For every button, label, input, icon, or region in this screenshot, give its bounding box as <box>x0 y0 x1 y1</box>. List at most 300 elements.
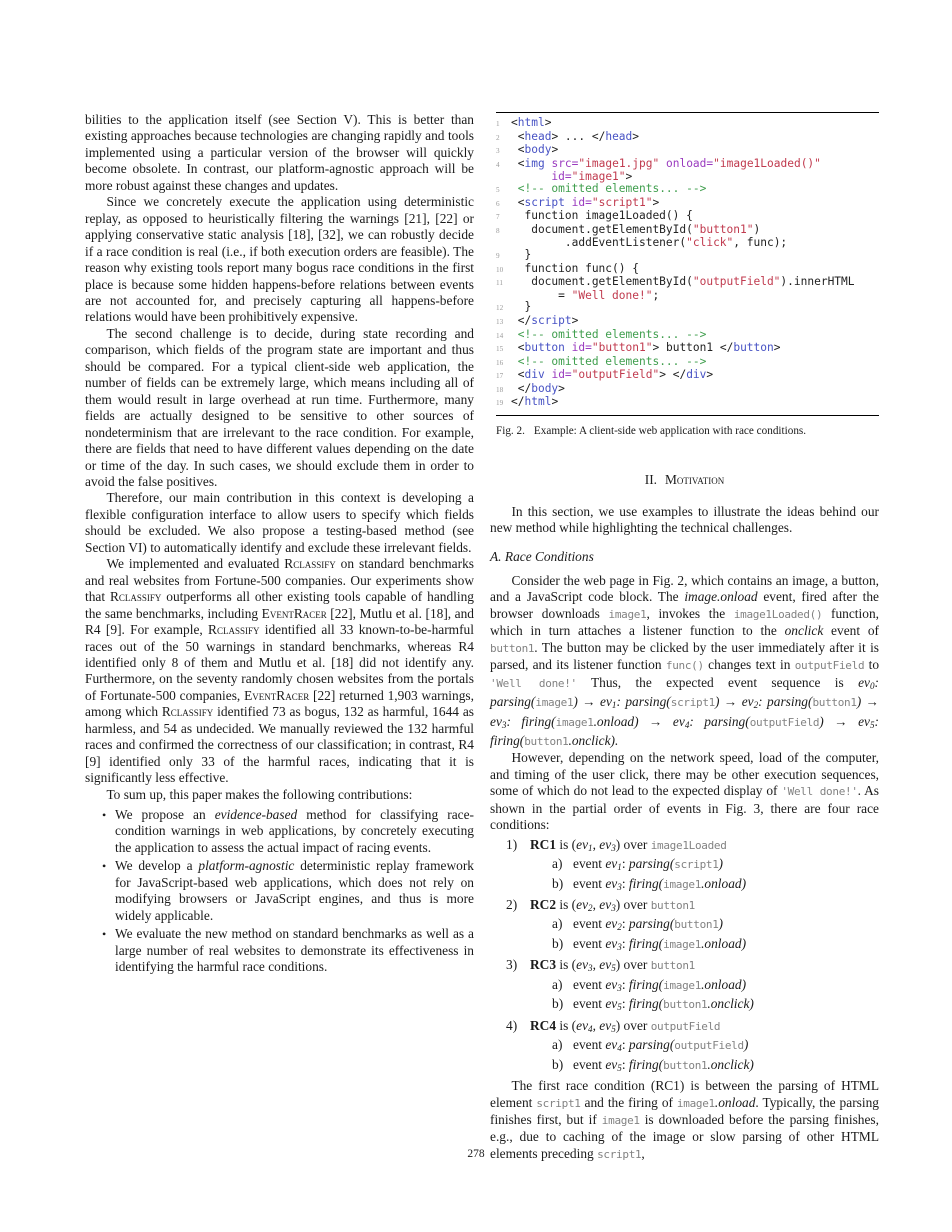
code-line <box>496 197 879 211</box>
text-segment: img <box>524 156 545 170</box>
text-segment: > <box>558 381 565 395</box>
code-text <box>511 342 781 356</box>
code-figure <box>490 112 879 438</box>
text-segment: ev <box>576 897 589 913</box>
text-segment: ev <box>576 1017 589 1033</box>
text-segment: is downloaded before the parsing finishes, e.g., due to caching of the image or slow parsing of other HTML elements preceding <box>490 1112 879 1161</box>
text-segment: document.getElementById( <box>511 275 693 289</box>
text-segment: ev <box>605 1056 618 1072</box>
sub-list-item <box>490 977 879 996</box>
text-segment: In this section, we use examples to illustrate the ideas behind our new method while highlighting the technical challenges. <box>490 503 879 535</box>
text-segment: ). <box>610 732 619 748</box>
text-segment: <!-- omitted elements... --> <box>517 354 707 368</box>
text-segment: "outputField" <box>692 275 781 289</box>
text-segment: "button1" <box>692 222 754 236</box>
code-text <box>511 131 639 145</box>
text-segment: func() <box>665 659 704 673</box>
line-number: 11 <box>496 279 503 288</box>
text-segment: src= <box>551 156 579 170</box>
sub-list-item-label: a) <box>552 856 563 872</box>
text-segment: 4 <box>617 1043 622 1054</box>
text-segment: ; <box>652 288 660 302</box>
text-segment: "image1.jpg" <box>578 156 660 170</box>
code-line <box>496 117 879 131</box>
text-segment: parsing( <box>628 856 675 872</box>
sub-list-item-text <box>573 996 754 1015</box>
text-segment: 3 <box>611 903 616 914</box>
paragraph <box>85 490 474 556</box>
text-segment: 3 <box>617 941 622 952</box>
text-segment: script <box>531 313 572 327</box>
text-segment: > </ <box>659 368 687 382</box>
text-segment: 2 <box>617 922 622 933</box>
text-segment: <!-- omitted elements... --> <box>517 327 707 341</box>
text-segment: > ... </ <box>551 129 606 143</box>
text-segment: ) <box>718 916 724 932</box>
text-segment: [22], Mutlu et al. [18], and R4 [9]. For example, <box>85 605 475 638</box>
text-segment: image1 <box>663 877 702 891</box>
text-segment: : <box>621 996 629 1012</box>
bullet-item <box>115 858 474 924</box>
text-segment: on standard benchmarks and real websites from Fortune-500 companies. Our experiments show that <box>85 556 474 605</box>
text-segment: : <box>621 976 629 992</box>
text-segment: script1 <box>670 696 716 710</box>
code-text <box>511 276 855 290</box>
text-segment: : parsing( <box>758 694 813 710</box>
text-segment: , invokes the <box>646 605 734 621</box>
text-segment <box>659 157 666 170</box>
line-number: 8 <box>496 226 500 235</box>
text-segment: button1 <box>650 899 695 913</box>
paragraph <box>85 787 474 803</box>
text-segment: ) <box>741 935 747 951</box>
text-segment: ev <box>599 897 612 913</box>
text-segment: image1Loaded() <box>733 607 823 621</box>
line-number: 18 <box>496 385 504 394</box>
text-segment: image1 <box>555 715 594 729</box>
text-segment: button <box>733 341 774 355</box>
code-text <box>511 290 659 302</box>
text-segment: ev <box>672 713 685 729</box>
text-segment: > <box>551 395 559 409</box>
text-segment: ) <box>743 1037 749 1053</box>
text-segment: : <box>621 1056 629 1072</box>
line-number: 10 <box>496 265 504 274</box>
text-segment: outputField <box>650 1019 721 1033</box>
page-number: 278 <box>467 1148 485 1160</box>
text-segment: "outputField" <box>571 368 660 382</box>
race-conditions-paragraphs <box>490 573 879 834</box>
text-segment: We evaluate the new method on standard benchmarks as well as a large number of real websites to demonstrate its effectiveness in identifying the harmful race conditions. <box>115 926 474 975</box>
text-segment: > <box>625 170 633 184</box>
line-number: 12 <box>496 304 504 313</box>
paragraph <box>490 750 879 833</box>
list-item-head <box>490 1018 879 1037</box>
code-line <box>496 183 879 197</box>
code-text <box>511 383 565 397</box>
list-item-label: 1) <box>506 836 518 852</box>
code-text <box>511 183 706 197</box>
motivation-intro-paragraph <box>490 504 879 537</box>
text-segment: image1 <box>663 937 702 951</box>
text-segment: < <box>511 156 525 170</box>
list-item <box>490 957 879 1015</box>
text-segment: "image1" <box>571 170 626 184</box>
text-segment: > <box>544 116 552 129</box>
line-number: 7 <box>496 213 500 222</box>
text-segment: ev <box>741 694 754 710</box>
text-segment: > <box>571 313 579 327</box>
text-segment: <!-- omitted elements... --> <box>517 181 707 195</box>
text-segment: = <box>511 288 572 302</box>
text-segment: "Well done!" <box>571 288 653 302</box>
text-segment: Rclassify <box>208 622 260 638</box>
text-segment: script1 <box>536 1096 581 1110</box>
sub-list-item-label: a) <box>552 916 563 932</box>
text-segment: > <box>632 129 640 143</box>
code-line <box>496 144 879 158</box>
text-segment <box>565 341 572 354</box>
text-segment: id= <box>551 170 572 184</box>
text-segment: firing( <box>628 1056 664 1072</box>
text-segment: button1 <box>663 998 708 1012</box>
text-segment: 5 <box>617 1062 622 1073</box>
text-segment: event <box>573 976 606 992</box>
section-number: II. <box>644 472 658 488</box>
text-segment: Consider the web page in Fig. 2, which contains an image, a button, and a JavaScript code block. The <box>490 572 879 605</box>
text-segment: html <box>517 116 545 129</box>
text-segment: .onload <box>593 713 635 729</box>
text-segment: → <box>723 694 742 710</box>
text-segment: ev <box>605 1037 618 1053</box>
text-segment: ) over <box>615 1017 651 1033</box>
text-segment: > <box>551 143 559 157</box>
text-segment: identified all 33 known-to-be-harmful races out of the 50 warnings in standard benchmarks, whereas R4 identified only 8 of them and Mutlu et al. [18] did not identify any. Furthermore, on the seventy randomly chosen websites from the portals of Fortunate-500 companies, <box>85 622 474 703</box>
line-number: 19 <box>496 399 504 408</box>
list-item-text <box>530 1018 720 1037</box>
code-line <box>496 369 879 383</box>
left-column-paragraphs <box>85 112 474 803</box>
list-item-head <box>490 957 879 976</box>
text-segment: ev <box>605 856 618 872</box>
line-number: 1 <box>496 120 500 128</box>
text-segment: , <box>641 1145 645 1161</box>
text-segment: script1 <box>674 858 719 872</box>
text-segment: ev <box>600 694 612 710</box>
code-line <box>496 301 879 315</box>
sub-list-item-label: a) <box>552 1037 563 1053</box>
sub-list-item-label: b) <box>552 875 564 891</box>
text-segment: outputField <box>794 659 865 673</box>
code-text <box>511 329 706 343</box>
text-segment: image1 <box>608 607 647 621</box>
list-item-head <box>490 837 879 856</box>
text-segment: RC3 <box>530 957 557 973</box>
paragraph <box>85 112 474 194</box>
text-segment <box>511 182 518 195</box>
text-segment: ) <box>573 694 583 710</box>
code-line <box>496 383 879 397</box>
text-segment: : <box>621 935 629 951</box>
text-segment: firing( <box>628 875 664 891</box>
code-line <box>496 356 879 370</box>
text-segment: image1 <box>676 1096 715 1110</box>
text-segment: "script1" <box>591 195 653 209</box>
text-segment: document.getElementById( <box>511 222 693 236</box>
text-segment: , <box>592 897 600 913</box>
text-segment: to <box>864 657 880 673</box>
code-line <box>496 290 879 302</box>
list-item <box>490 837 879 895</box>
text-segment: 0 <box>869 680 875 691</box>
text-segment: We propose an <box>115 807 215 823</box>
text-segment: image1 <box>535 696 574 710</box>
sub-list-item-label: b) <box>552 996 564 1012</box>
code-line <box>496 315 879 329</box>
text-segment: . As shown in the partial order of events in Fig. 3, there are four race conditions: <box>490 783 879 833</box>
text-segment: Rclassify <box>109 589 162 605</box>
figure-caption-label: Fig. 2. <box>496 425 525 438</box>
text-segment: image1Loaded <box>650 838 727 852</box>
list-item-text <box>530 837 727 856</box>
text-segment: 3 <box>617 881 622 892</box>
sub-list-item <box>490 996 879 1015</box>
sub-list-item-text <box>573 876 746 895</box>
text-segment: < <box>511 143 525 157</box>
code-text <box>511 210 693 224</box>
text-segment: id= <box>571 195 592 209</box>
text-segment: } <box>511 300 532 314</box>
section-title: Motivation <box>665 472 725 488</box>
text-segment: : <box>621 1037 629 1053</box>
sub-list-item-text <box>573 1037 748 1056</box>
text-segment: } <box>511 247 532 261</box>
text-segment: 4 <box>588 1023 593 1034</box>
text-segment: onclick <box>784 623 824 639</box>
code-line <box>496 224 879 238</box>
text-segment: 2 <box>753 700 759 711</box>
text-segment: Rclassify <box>284 556 336 572</box>
text-segment: 3 <box>588 963 593 974</box>
text-segment: .onclick <box>707 996 750 1012</box>
sub-list-item-text <box>573 977 746 996</box>
text-segment <box>511 355 518 368</box>
paragraph <box>490 504 879 537</box>
code-text <box>511 356 706 370</box>
text-segment: ev <box>576 836 589 852</box>
text-segment: ) <box>741 875 747 891</box>
text-segment: EventRacer <box>244 687 310 703</box>
text-segment: .onload <box>701 935 742 951</box>
text-segment: [22] returned 1,903 warnings, among which <box>85 687 474 720</box>
text-segment: ) <box>753 222 761 236</box>
text-segment: div <box>686 368 707 382</box>
text-segment: → <box>865 694 879 710</box>
code-text <box>511 197 659 211</box>
text-segment: outperforms all other existing tools capable of handling the same benchmarks, including <box>85 589 474 621</box>
text-segment: 5 <box>869 719 875 730</box>
text-segment: , <box>592 836 600 852</box>
text-segment: > <box>652 195 660 209</box>
text-segment: ev <box>605 935 618 951</box>
text-segment: We develop a <box>115 858 199 874</box>
text-segment: EventRacer <box>261 605 327 621</box>
text-segment: bilities to the application itself (see Section V). This is better than existing approaches because technologies are changing rapidly and tools implemented using a particular version of the browser will quickly become obsolete. In contrast, our platform-agnostic approach will be more robust against these changes and updates. <box>85 112 474 193</box>
text-segment: < <box>511 116 518 129</box>
list-item-head <box>490 897 879 916</box>
paragraph <box>490 573 879 751</box>
text-segment: 2 <box>588 903 593 914</box>
text-segment: button <box>524 341 565 355</box>
text-segment: is ( <box>556 957 577 973</box>
section-heading <box>490 472 879 488</box>
code-line <box>496 329 879 343</box>
text-segment: body <box>524 143 552 157</box>
text-segment: 4 <box>684 719 690 730</box>
line-number <box>496 171 511 183</box>
text-segment: > <box>773 341 781 355</box>
text-segment: , func); <box>733 236 788 250</box>
race-condition-list <box>490 837 879 1076</box>
text-segment: ) <box>856 694 866 710</box>
text-segment: div <box>524 368 545 382</box>
line-number <box>496 290 511 302</box>
sub-list-item <box>490 1037 879 1056</box>
line-number: 3 <box>496 147 500 156</box>
sub-list-item-text <box>573 936 746 955</box>
list-item-label: 3) <box>506 957 518 973</box>
text-segment: event <box>573 875 606 891</box>
text-segment: html <box>524 395 552 409</box>
code-text <box>511 158 821 172</box>
text-segment: script <box>524 195 565 209</box>
text-segment: ev <box>490 713 502 729</box>
text-segment: parsing( <box>628 916 675 932</box>
text-segment: ev <box>605 916 618 932</box>
two-column-layout <box>85 112 879 1163</box>
text-segment: ) over <box>615 836 651 852</box>
text-segment: < <box>511 368 525 382</box>
text-segment: The first race condition (RC1) is between the parsing of HTML element <box>490 1078 879 1110</box>
text-segment: head <box>524 129 552 143</box>
list-item-label: 4) <box>506 1017 518 1033</box>
text-segment: function image1Loaded() { <box>511 209 693 223</box>
code-text <box>511 249 531 263</box>
text-segment: : <box>621 916 629 932</box>
text-segment: ev <box>599 836 612 852</box>
text-segment: < <box>511 129 525 143</box>
line-number <box>496 237 511 249</box>
sub-list-item <box>490 936 879 955</box>
text-segment: function, which in turn attaches a listener function to the <box>490 605 879 639</box>
text-segment: : firing( <box>490 713 879 748</box>
sub-list-item-label: b) <box>552 1056 564 1072</box>
text-segment: RC2 <box>530 897 557 913</box>
code-text <box>511 237 787 249</box>
text-segment: event of <box>823 623 879 639</box>
text-segment: outputField <box>674 1039 744 1053</box>
text-segment: < <box>511 195 525 209</box>
text-segment: .onclick <box>707 1056 750 1072</box>
text-segment: ) over <box>615 957 651 973</box>
text-segment: . Typically, the parsing finishes first, but if <box>490 1094 879 1128</box>
text-segment: function func() { <box>511 261 639 275</box>
text-segment: id= <box>551 368 572 382</box>
text-segment: Therefore, our main contribution in this context is developing a flexible configuration interface to allow users to specify which fields should be excluded. We also propose a testing-based method (see Section VI) to automatically identify and exclude these irrelevant fields. <box>85 490 474 555</box>
line-number: 17 <box>496 372 504 381</box>
text-segment: Thus, the expected event sequence is <box>576 674 859 690</box>
figure-caption <box>496 424 879 438</box>
paragraph <box>85 194 474 326</box>
text-segment: evidence-based <box>214 807 298 823</box>
code-line <box>496 249 879 263</box>
text-segment: ).innerHTML <box>780 275 855 289</box>
bullet-item <box>115 926 474 975</box>
text-segment: : firing( <box>506 713 556 729</box>
text-segment: button1 <box>663 1058 708 1072</box>
text-segment: ev <box>576 957 589 973</box>
text-segment: → <box>649 713 673 729</box>
text-segment: ) <box>749 996 754 1012</box>
code-text <box>511 301 531 315</box>
text-segment: ev <box>858 674 870 690</box>
text-segment: .onload <box>714 1094 756 1110</box>
code-line <box>496 237 879 249</box>
text-segment: 5 <box>611 963 616 974</box>
figure-caption-text: Example: A client-side web application with race conditions. <box>533 425 807 438</box>
text-segment: firing( <box>628 976 664 992</box>
line-number: 15 <box>496 345 504 354</box>
list-item-text <box>530 897 695 916</box>
bullet-item <box>115 807 474 856</box>
sub-list-item <box>490 876 879 895</box>
code-line <box>496 396 879 410</box>
subsection-label: A. <box>490 549 502 565</box>
text-segment: 5 <box>617 1002 622 1013</box>
text-segment: To sum up, this paper makes the following contributions: <box>106 786 413 802</box>
code-text <box>511 224 760 238</box>
text-segment: ev <box>605 996 618 1012</box>
line-number: 6 <box>496 199 500 208</box>
text-segment: → <box>582 694 601 710</box>
text-segment: 5 <box>611 1023 616 1034</box>
text-segment: identified 73 as bogus, 132 as harmful, 1644 as harmless, and 54 as undecided. We manually reviewed the 132 harmful races and confirmed the correctness of our classification; in contrast, R4 [9] identified only 33 of the harmful races, indicating that it is significantly less effective. <box>85 704 474 786</box>
text-segment: parsing( <box>628 1037 675 1053</box>
text-segment: .onload <box>701 976 742 992</box>
subsection-title: Race Conditions <box>504 549 594 565</box>
text-segment: 1 <box>588 842 593 853</box>
text-segment: 'Well done!' <box>490 676 577 690</box>
sub-list-item-text <box>573 916 723 935</box>
list-item-text <box>530 957 695 976</box>
subsection-heading <box>490 549 879 565</box>
text-segment: 3 <box>617 982 622 993</box>
text-segment: ) <box>741 976 747 992</box>
text-segment: 1 <box>617 862 622 873</box>
code-line <box>496 276 879 290</box>
text-segment: event <box>573 916 606 932</box>
code-text <box>511 396 558 410</box>
text-segment: event <box>573 1056 606 1072</box>
text-segment: event <box>573 1037 606 1053</box>
text-segment: image.onload <box>684 589 758 605</box>
text-segment: is ( <box>556 836 577 852</box>
text-segment: outputField <box>749 715 820 729</box>
text-segment: : parsing( <box>490 674 880 710</box>
text-segment: : <box>621 875 629 891</box>
text-segment: ev <box>599 957 612 973</box>
list-item <box>490 1018 879 1076</box>
